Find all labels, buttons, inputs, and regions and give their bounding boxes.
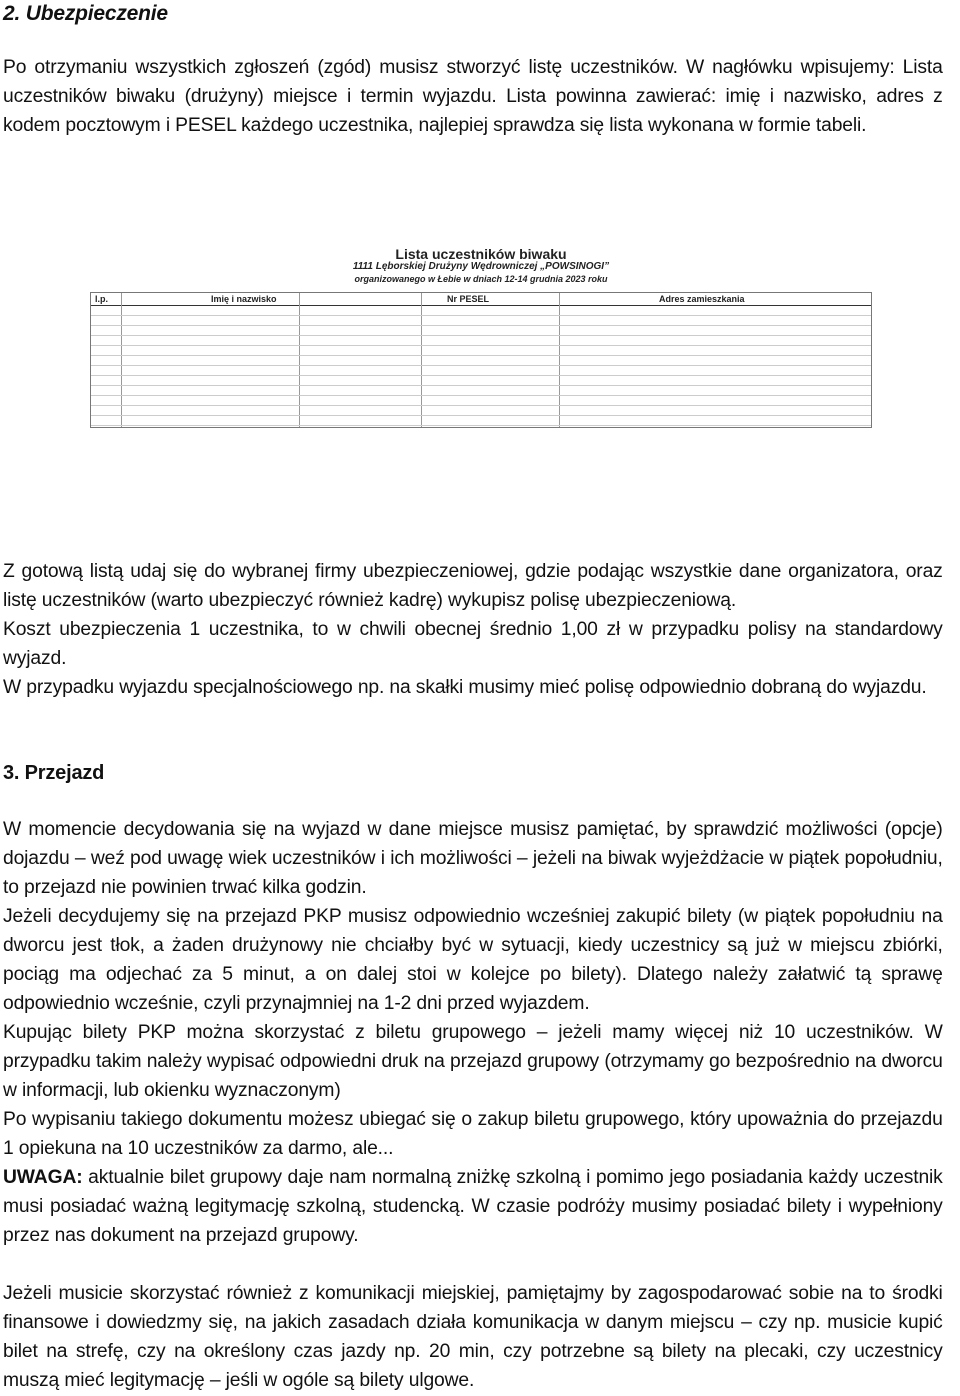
table-row-line xyxy=(91,425,871,426)
warning-paragraph xyxy=(3,1163,943,1250)
list-image-table xyxy=(90,292,872,428)
list-image-subtitle: 1111 Lęborskiej Drużyny Wędrowniczej „POWSINOGI” xyxy=(352,261,610,272)
column-name: Imię i nazwisko xyxy=(211,294,277,304)
table-row-line xyxy=(91,335,871,336)
column-lp: l.p. xyxy=(95,294,108,304)
table-divider xyxy=(299,293,300,427)
transport-paragraph-3: Kupując bilety PKP można skorzystać z biletu grupowego – jeżeli mamy więcej niż 10 uczestników. W przypadku takim należy wypisać odpowiedni druk na przejazd grupowy (otrzymamy go bezpośrednio na dworcu w informacji, lub okienku wyznaczonym) xyxy=(3,1021,943,1101)
table-row-line xyxy=(91,355,871,356)
transport-paragraph-1: W momencie decydowania się na wyjazd w dane miejsce musisz pamiętać, by sprawdzić możliwości (opcje) dojazdu – weź pod uwagę wiek uczestników i ich możliwości – jeżeli na biwak wyjeżdżacie w piątek popołudniu, to przejazd nie powinien trwać kilka godzin. xyxy=(3,818,943,898)
table-row-line xyxy=(91,325,871,326)
table-row-line xyxy=(91,385,871,386)
warning-text: aktualnie bilet grupowy daje nam normalną zniżkę szkolną i pomimo jego posiadania każdy uczestnik musi posiadać ważną legitymację szkolną, studencką. W czasie podróży musimy posiadać bilety i wypełniony przez nas dokument na przejazd grupowy. xyxy=(3,1166,943,1246)
warning-label: UWAGA: xyxy=(3,1166,83,1188)
list-image-header-row xyxy=(91,293,871,306)
intro-paragraph: Po otrzymaniu wszystkich zgłoszeń (zgód) musisz stworzyć listę uczestników. W nagłówku wpisujemy: Lista uczestników biwaku (drużyny) miejsce i termin wyjazdu. Lista powinna zawierać: imię i nazwisko, adres z kodem pocztowym i PESEL każdego uczestnika, najlepiej sprawdza się lista wykonana w formie tabeli. xyxy=(3,56,943,136)
section-3-final xyxy=(3,1279,943,1395)
section-3-heading: 3. Przejazd xyxy=(3,762,105,784)
table-row-line xyxy=(91,415,871,416)
table-row-line xyxy=(91,395,871,396)
insurance-paragraph-2: Koszt ubezpieczenia 1 uczestnika, to w chwili obecnej średnio 1,00 zł w przypadku polisy na standardowy wyjazd. xyxy=(3,618,943,669)
city-transport-paragraph: Jeżeli musicie skorzystać również z komunikacji miejskiej, pamiętajmy by zagospodarować sobie na to środki finansowe i dowiedzmy się, na jakich zasadach działa komunikacja w danym miejscu – czy np. musicie kupić bilet na strefę, czy na określony czas jazdy np. 20 min, czy potrzebne są bilety na plecaki, czy uczestnicy muszą mieć legitymację – jeśli w ogóle są bilety ulgowe. xyxy=(3,1282,943,1391)
table-divider xyxy=(559,293,560,427)
participants-list-image xyxy=(90,240,872,432)
section-3-body xyxy=(3,815,943,1250)
table-row-line xyxy=(91,405,871,406)
table-row-line xyxy=(91,315,871,316)
table-divider xyxy=(121,293,122,427)
insurance-paragraph-3: W przypadku wyjazdu specjalnościowego np. na skałki musimy mieć polisę odpowiednio dobraną do wyjazdu. xyxy=(3,676,927,698)
list-image-title: Lista uczestników biwaku xyxy=(395,246,567,262)
section-2-heading: 2. Ubezpieczenie xyxy=(3,2,168,25)
column-address: Adres zamieszkania xyxy=(659,294,745,304)
table-divider xyxy=(421,293,422,427)
table-row-line xyxy=(91,375,871,376)
column-pesel: Nr PESEL xyxy=(447,294,490,304)
transport-paragraph-4: Po wypisaniu takiego dokumentu możesz ubiegać się o zakup biletu grupowego, który upoważnia do przejazdu 1 opiekuna na 10 uczestników za darmo, ale... xyxy=(3,1108,943,1159)
transport-paragraph-2: Jeżeli decydujemy się na przejazd PKP musisz odpowiednio wcześniej zakupić bilety (w piątek popołudniu na dworcu jest tłok, a żaden drużynowy nie chciałby być w sytuacji, kiedy uczestnicy są już w miejscu zbiórki, pociąg ma odjechać za 5 minut, a on dalej stoi w kolejce po bilety). Dlatego należy załatwić tą sprawę odpowiednio wcześnie, czyli przynajmniej na 1-2 dni przed wyjazdem. xyxy=(3,905,943,1014)
list-image-subtitle2: organizowanego w Łebie w dniach 12-14 grudnia 2023 roku xyxy=(354,274,608,284)
table-row-line xyxy=(91,365,871,366)
table-row-line xyxy=(91,345,871,346)
insurance-paragraph-1: Z gotową listą udaj się do wybranej firmy ubezpieczeniowej, gdzie podając wszystkie dane organizatora, oraz listę uczestników (warto ubezpieczyć również kadrę) wykupisz polisę ubezpieczeniową. xyxy=(3,560,943,611)
section-2-intro xyxy=(3,53,943,140)
section-2-body xyxy=(3,557,943,702)
